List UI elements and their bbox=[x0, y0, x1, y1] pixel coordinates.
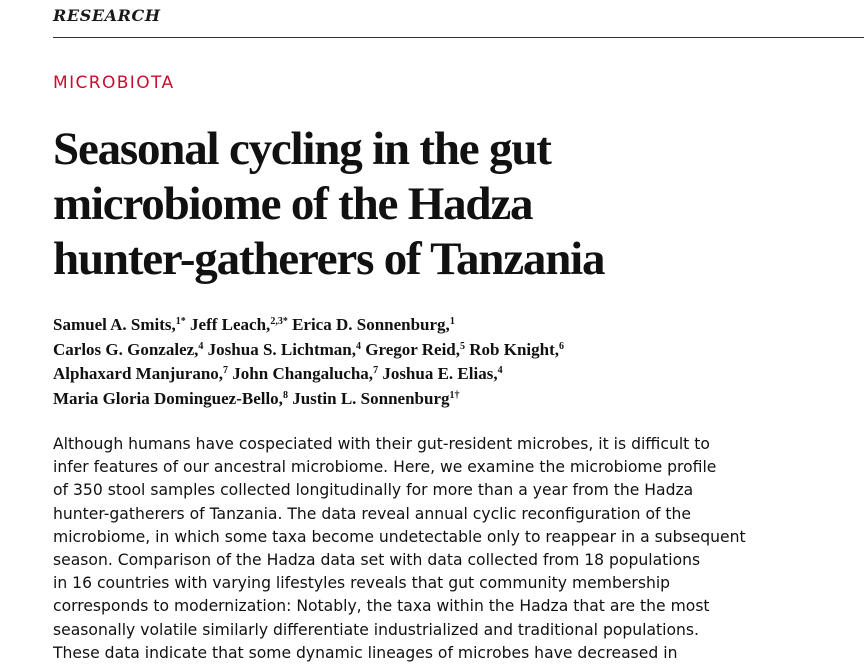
author-line bbox=[53, 313, 853, 338]
author-name: Gregor Reid, bbox=[365, 339, 460, 359]
abstract-line: hunter-gatherers of Tanzania. The data reveal annual cyclic reconfiguration of the bbox=[53, 504, 692, 523]
abstract-line: Although humans have cospeciated with their gut-resident microbes, it is difficult to bbox=[53, 435, 710, 453]
author-name: Alphaxard Manjurano, bbox=[53, 364, 224, 383]
title-line: Seasonal cycling in the gut bbox=[53, 123, 551, 175]
section-label: RESEARCH bbox=[53, 6, 161, 25]
abstract-line: in 16 countries with varying lifestyles reveals that gut community membership bbox=[53, 574, 671, 593]
author-name: Jeff Leach, bbox=[190, 315, 271, 334]
author-name: Samuel A. Smits, bbox=[53, 315, 176, 334]
abstract-line: corresponds to modernization: Notably, the taxa within the Hadza that are the most bbox=[53, 597, 710, 616]
author-affiliation: 6 bbox=[559, 340, 564, 352]
abstract-line: These data indicate that some dynamic lineages of microbes have decreased in bbox=[53, 643, 678, 662]
author-list bbox=[53, 313, 853, 411]
topic-kicker: MICROBIOTA bbox=[53, 73, 175, 93]
author-affiliation: 1† bbox=[449, 389, 460, 401]
author-name: Erica D. Sonnenburg, bbox=[292, 315, 450, 334]
author-affiliation: 5 bbox=[460, 340, 465, 352]
author-name: Rob Knight, bbox=[469, 339, 559, 359]
author-affiliation: 4 bbox=[497, 365, 503, 376]
title-line: hunter-gatherers of Tanzania bbox=[53, 233, 605, 285]
author-affiliation: 2,3* bbox=[270, 316, 288, 327]
author-line bbox=[53, 362, 853, 387]
author-affiliation: 4 bbox=[356, 340, 361, 352]
abstract bbox=[53, 433, 864, 665]
author-name: Maria Gloria Dominguez-Bello, bbox=[53, 388, 283, 408]
abstract-line: microbiome, in which some taxa become undetectable only to reappear in a subsequent bbox=[53, 527, 746, 546]
author-name: Joshua S. Lichtman, bbox=[207, 339, 356, 359]
abstract-line: infer features of our ancestral microbiome. Here, we examine the microbiome profile bbox=[53, 458, 717, 477]
title-line: microbiome of the Hadza bbox=[53, 178, 533, 230]
author-affiliation: 1* bbox=[175, 316, 186, 327]
author-affiliation: 7 bbox=[373, 365, 379, 376]
author-name: Justin L. Sonnenburg bbox=[292, 388, 450, 408]
author-affiliation: 1 bbox=[449, 316, 455, 327]
author-name: John Changalucha, bbox=[232, 364, 374, 383]
author-name: Joshua E. Elias, bbox=[382, 364, 498, 383]
author-name: Carlos G. Gonzalez, bbox=[53, 339, 199, 359]
author-affiliation: 4 bbox=[198, 340, 204, 352]
abstract-line: season. Comparison of the Hadza data set with data collected from 18 populations bbox=[53, 551, 701, 570]
abstract-line: seasonally volatile similarly differentiate industrialized and traditional populations. bbox=[53, 620, 700, 639]
author-affiliation: 7 bbox=[223, 365, 229, 376]
header-divider bbox=[53, 37, 864, 38]
author-affiliation: 8 bbox=[282, 389, 288, 401]
abstract-line: of 350 stool samples collected longitudinally for more than a year from the Hadza bbox=[53, 481, 694, 500]
author-line bbox=[53, 338, 853, 363]
article-title bbox=[53, 122, 853, 287]
author-line bbox=[53, 387, 853, 412]
